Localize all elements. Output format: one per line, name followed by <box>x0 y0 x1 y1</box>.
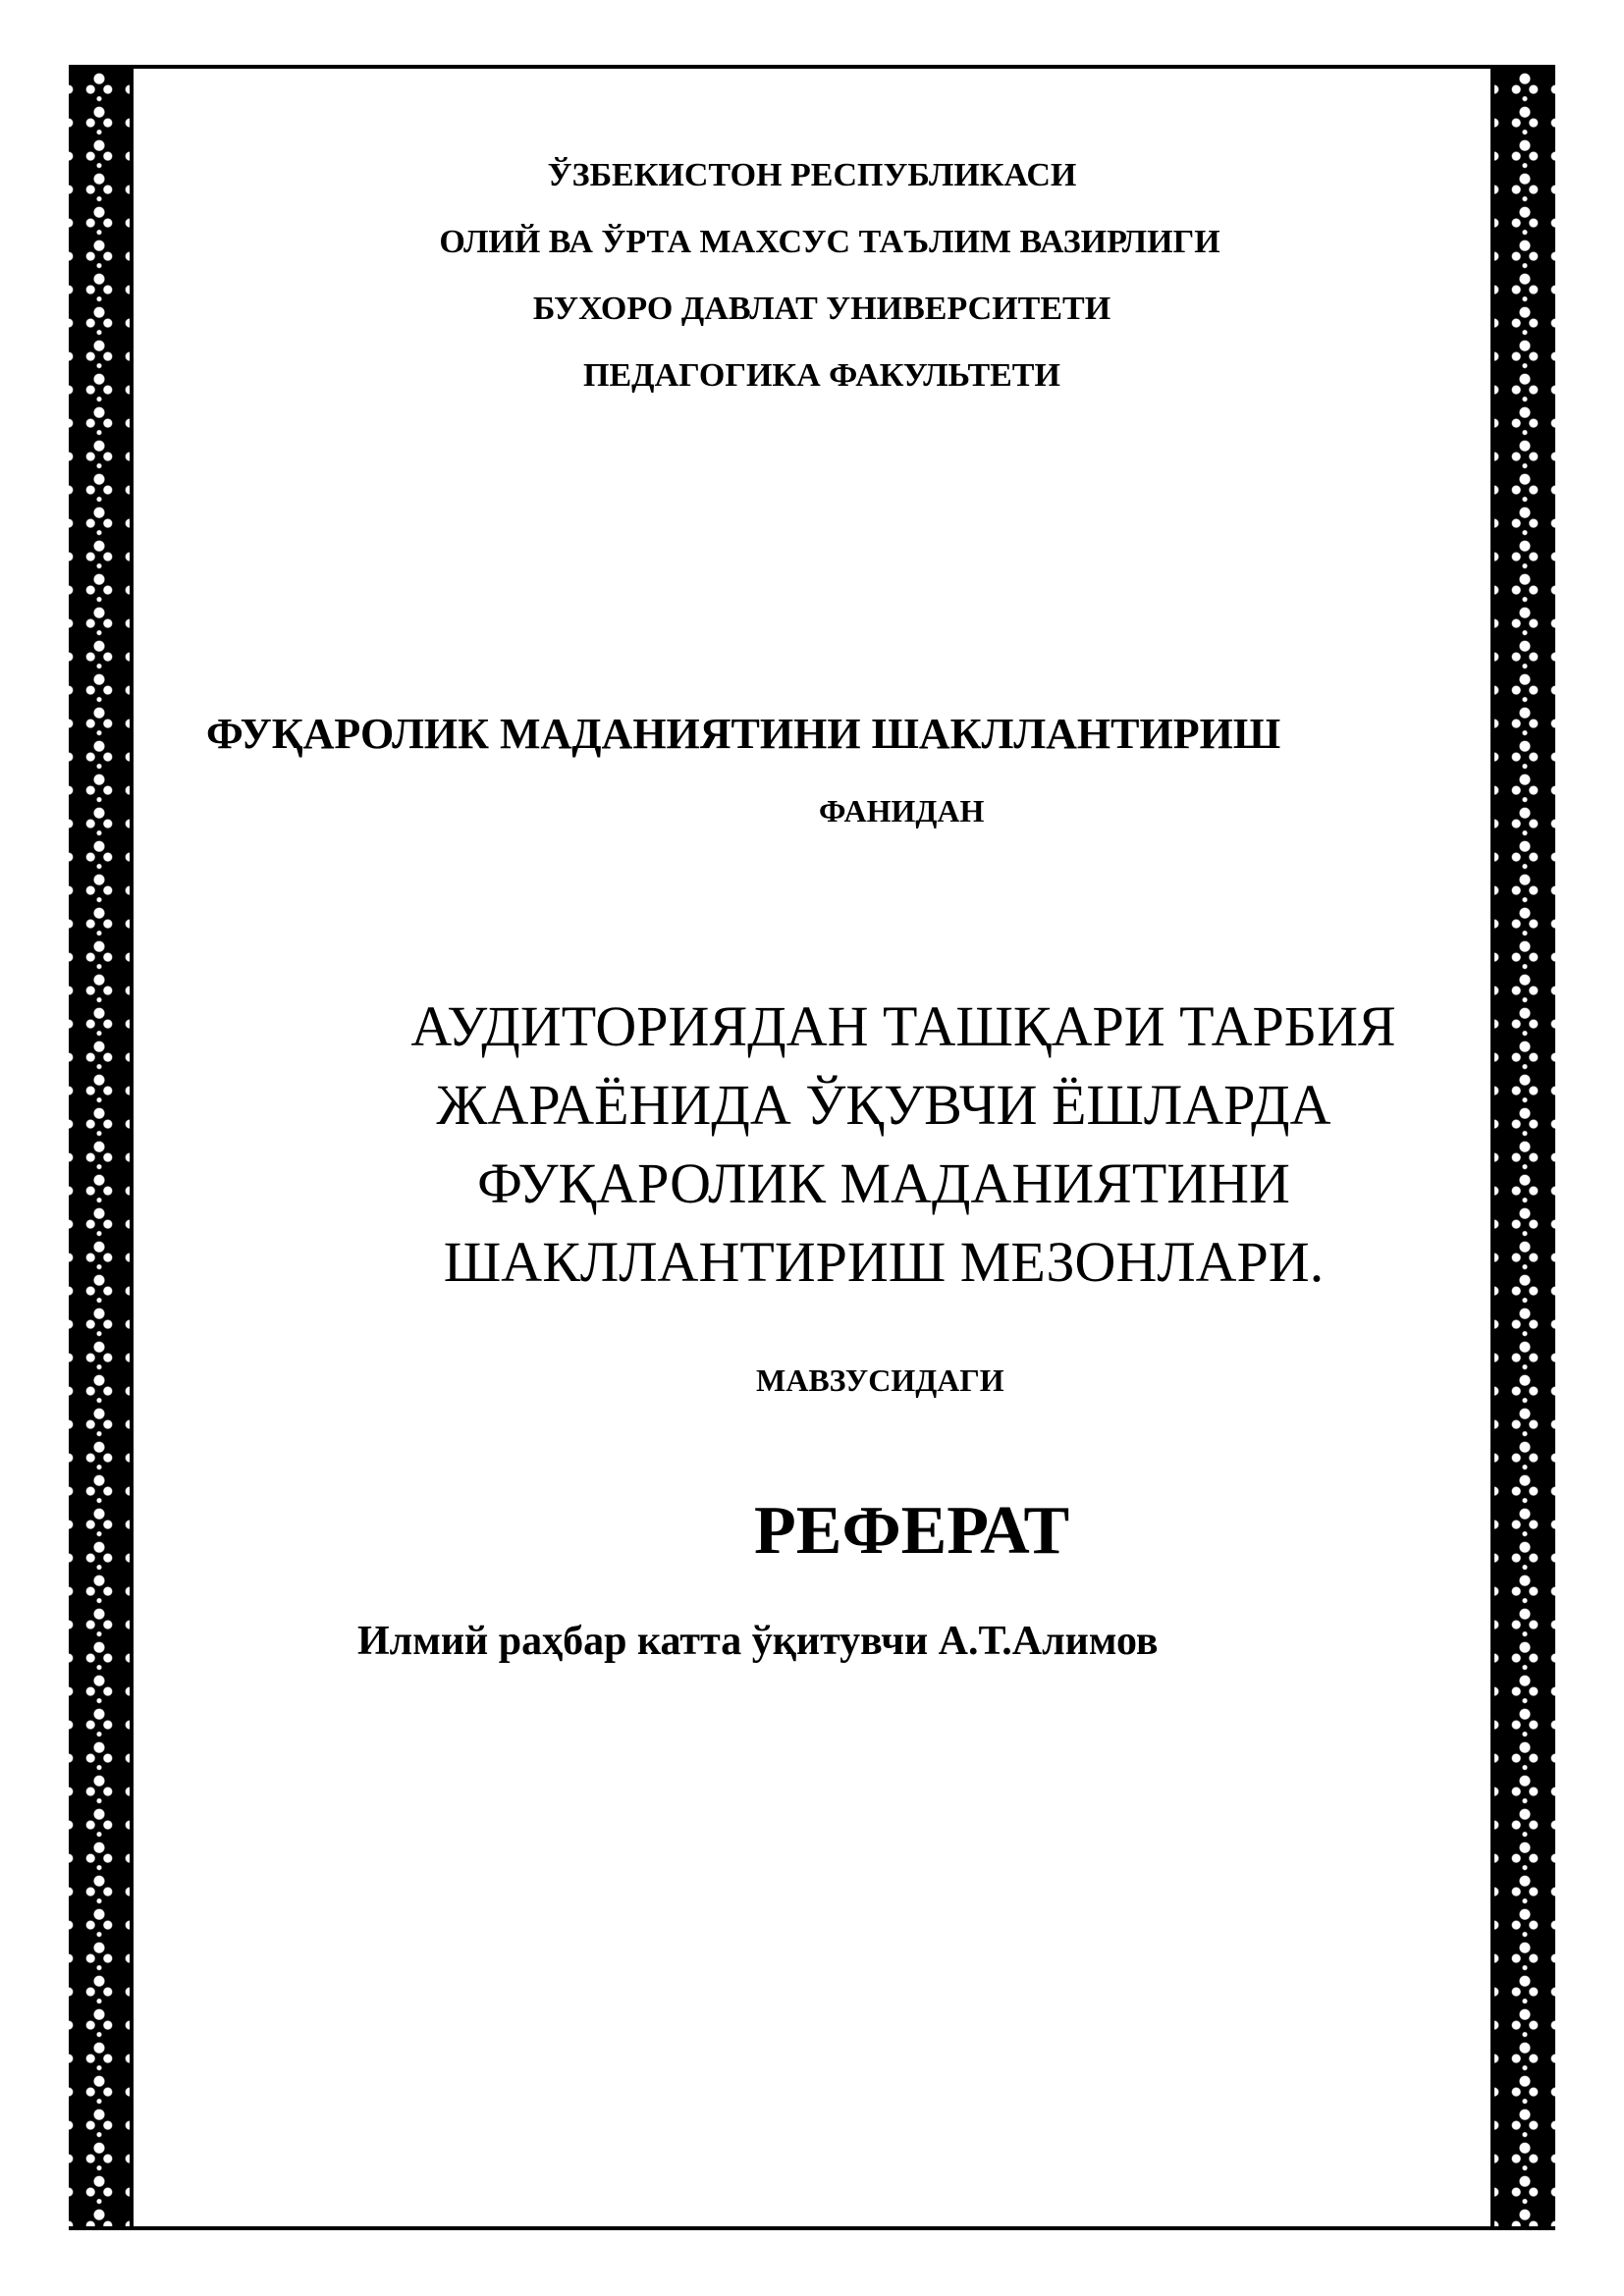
border-bottom-line <box>69 2226 1555 2230</box>
header-university: БУХОРО ДАВЛАТ УНИВЕРСИТЕТИ <box>532 291 1111 327</box>
topic-line-2: ЖАРАЁНИДА ЎҚУВЧИ ЁШЛАРДА <box>436 1073 1331 1137</box>
topic-line-1: АУДИТОРИЯДАН ТАШҚАРИ ТАРБИЯ <box>410 994 1396 1058</box>
topic-suffix: МАВЗУСИДАГИ <box>756 1362 1004 1398</box>
subject-name: ФУҚАРОЛИК МАДАНИЯТИНИ ШАКЛЛАНТИРИШ <box>206 710 1281 758</box>
header-faculty: ПЕДАГОГИКА ФАКУЛЬТЕТИ <box>583 357 1060 394</box>
topic-line-4: ШАКЛЛАНТИРИШ МЕЗОНЛАРИ. <box>443 1230 1325 1294</box>
topic-line-3: ФУҚАРОЛИК МАДАНИЯТИНИ <box>477 1151 1290 1215</box>
document-type: РЕФЕРАТ <box>754 1493 1070 1569</box>
header-ministry: ОЛИЙ ВА ЎРТА МАХСУС ТАЪЛИМ ВАЗИРЛИГИ <box>439 224 1220 260</box>
subject-suffix: ФАНИДАН <box>819 793 985 828</box>
header-country: ЎЗБЕКИСТОН РЕСПУБЛИКАСИ <box>547 157 1077 193</box>
border-top-line <box>69 65 1555 69</box>
supervisor-line: Илмий раҳбар катта ўқитувчи А.Т.Алимов <box>357 1619 1159 1664</box>
